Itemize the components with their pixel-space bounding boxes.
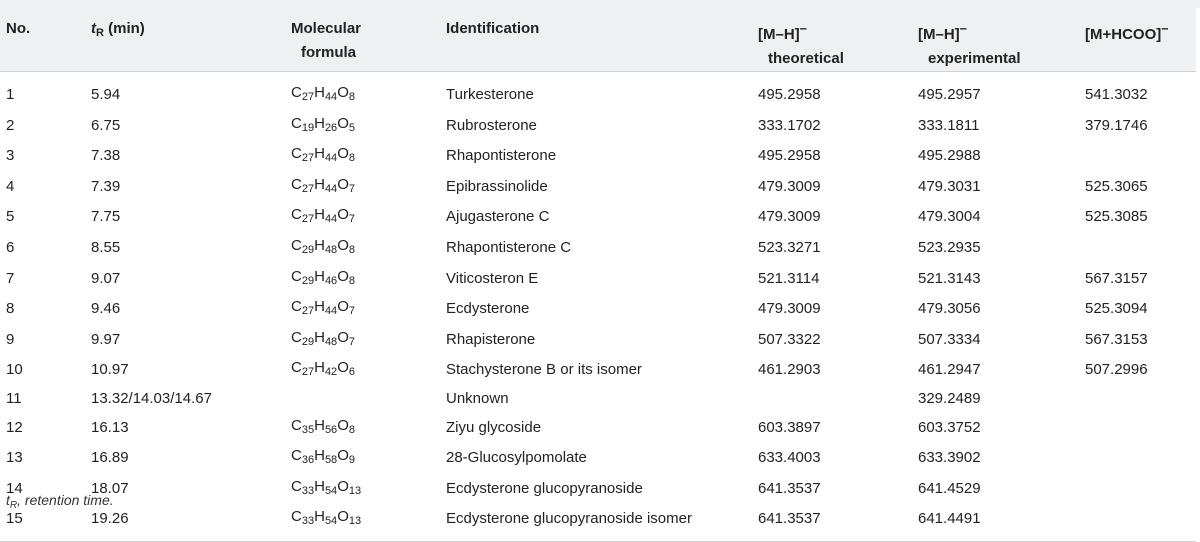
cell-experimental: 479.3056 xyxy=(918,300,981,318)
formula-element: O xyxy=(337,236,349,254)
cell-no: 13 xyxy=(6,449,23,467)
formula-element: C xyxy=(291,477,302,495)
cell-theoretical: 479.3009 xyxy=(758,300,821,318)
cell-formula xyxy=(285,325,440,356)
cell-formate-adduct: 507.2996 xyxy=(1085,361,1148,379)
formula-element: C xyxy=(291,206,302,224)
formula-count: 27 xyxy=(301,91,315,103)
cell-identification: Ecdysterone glucopyranoside xyxy=(446,479,643,497)
table-row xyxy=(0,443,1196,474)
table-row xyxy=(0,474,1196,505)
formula-count: 44 xyxy=(324,152,338,165)
formula-element: H xyxy=(314,236,325,254)
cell-no: 6 xyxy=(6,238,15,256)
cell-formula xyxy=(285,172,440,203)
cell-formula xyxy=(285,264,440,295)
cell-no: 14 xyxy=(6,479,23,497)
header-row xyxy=(0,8,1196,72)
cell-experimental: 329.2489 xyxy=(918,389,981,407)
cell-retention-time: 5.94 xyxy=(91,86,121,103)
cell-formate-adduct xyxy=(1079,443,1196,474)
cell-retention-time: 7.39 xyxy=(91,177,121,195)
formula-element: H xyxy=(314,328,325,346)
formula-element: O xyxy=(337,508,349,526)
cell-retention-time: 9.46 xyxy=(91,300,121,318)
formula-count: 7 xyxy=(348,182,355,195)
formula-element: C xyxy=(291,145,302,163)
cell-theoretical: 633.4003 xyxy=(758,449,821,467)
formula-element: O xyxy=(337,114,349,132)
header-identification: Identification xyxy=(440,8,752,72)
cell-retention-time: 16.13 xyxy=(91,418,129,436)
formula-element: O xyxy=(337,298,349,316)
header-retention-time: $t_R$ (min) xyxy=(85,8,285,72)
cell-experimental: 603.3752 xyxy=(918,418,981,436)
formula-element: O xyxy=(337,175,349,193)
cell-experimental: 641.4529 xyxy=(918,479,981,497)
header-theoretical: [M–H]− theoretical xyxy=(752,8,912,72)
formula-count: 6 xyxy=(348,366,355,379)
formula-element: H xyxy=(314,175,325,193)
formula-count: 48 xyxy=(324,243,338,256)
cell-formula xyxy=(285,72,440,111)
cell-experimental: 479.3031 xyxy=(918,177,981,195)
formula-element: C xyxy=(291,236,302,254)
cell-retention-time: 10.97 xyxy=(91,361,129,379)
formula-element: C xyxy=(291,175,302,193)
cell-theoretical xyxy=(752,386,912,413)
formula-element: H xyxy=(314,477,325,495)
table-row xyxy=(0,72,1196,111)
data-table xyxy=(0,8,1196,542)
formula-element: H xyxy=(314,359,325,377)
formula-count: 44 xyxy=(324,305,338,318)
formula-count: 8 xyxy=(348,274,355,287)
formula-element: H xyxy=(314,447,325,465)
cell-retention-time: 16.89 xyxy=(91,449,129,467)
table-row xyxy=(0,504,1196,541)
formula-count: 9 xyxy=(348,454,355,467)
formula-count: 33 xyxy=(301,484,315,497)
cell-formula xyxy=(285,386,440,413)
cell-retention-time: 7.75 xyxy=(91,208,121,226)
cell-no: 3 xyxy=(6,147,15,165)
formula-element: O xyxy=(337,359,349,377)
cell-identification: Rhapisterone xyxy=(446,330,536,348)
formula-element: H xyxy=(314,84,325,101)
formula-count: 5 xyxy=(348,121,355,134)
cell-formula xyxy=(285,474,440,505)
formula-count: 44 xyxy=(324,182,338,195)
formula-count: 36 xyxy=(301,454,315,467)
cell-experimental: 333.1811 xyxy=(918,116,980,134)
formula-count: 7 xyxy=(348,335,355,348)
cell-identification: Ecdysterone xyxy=(446,300,530,318)
formula-count: 44 xyxy=(324,91,338,103)
formula-element: O xyxy=(337,84,349,101)
formula-count: 42 xyxy=(324,366,338,379)
table-row xyxy=(0,233,1196,264)
formula-element: H xyxy=(314,298,325,316)
formula-element: H xyxy=(314,416,325,434)
formula-element: H xyxy=(314,206,325,224)
table-row xyxy=(0,413,1196,444)
cell-no: 1 xyxy=(6,86,15,103)
formula-element: C xyxy=(291,84,302,101)
cell-experimental: 523.2935 xyxy=(918,238,981,256)
formula-element: H xyxy=(314,114,325,132)
cell-no: 5 xyxy=(6,208,15,226)
cell-identification: Stachysterone B or its isomer xyxy=(446,361,642,379)
cell-formate-adduct: 541.3032 xyxy=(1085,86,1148,103)
formula-count: 8 xyxy=(348,152,355,165)
formula-element: O xyxy=(337,145,349,163)
cell-experimental: 641.4491 xyxy=(918,510,981,528)
cell-experimental: 461.2947 xyxy=(918,361,981,379)
formula-element: C xyxy=(291,328,302,346)
table-row xyxy=(0,294,1196,325)
formula-element: O xyxy=(337,267,349,285)
cell-no: 10 xyxy=(6,361,23,379)
cell-no: 12 xyxy=(6,418,23,436)
cell-formate-adduct: 567.3157 xyxy=(1085,269,1148,287)
cell-formate-adduct: 525.3065 xyxy=(1085,177,1148,195)
cell-identification: Rhapontisterone xyxy=(446,147,557,165)
header-formate-adduct: [M+HCOO]− xyxy=(1079,8,1196,72)
formula-element: C xyxy=(291,508,302,526)
cell-formate-adduct: 525.3094 xyxy=(1085,300,1148,318)
cell-identification: Rhapontisterone C xyxy=(446,238,572,256)
table-row xyxy=(0,325,1196,356)
formula-count: 7 xyxy=(348,213,355,226)
formula-count: 29 xyxy=(301,335,315,348)
cell-formula xyxy=(285,355,440,386)
header-experimental: [M–H]− experimental xyxy=(912,8,1079,72)
formula-element: O xyxy=(337,416,349,434)
cell-experimental: 479.3004 xyxy=(918,208,981,226)
cell-theoretical: 461.2903 xyxy=(758,361,821,379)
cell-identification: Ecdysterone glucopyranoside isomer xyxy=(446,510,692,528)
cell-retention-time: 18.07 xyxy=(91,479,129,497)
cell-theoretical: 479.3009 xyxy=(758,177,821,195)
cell-no: 9 xyxy=(6,330,15,348)
cell-formate-adduct: 379.1746 xyxy=(1085,116,1148,134)
cell-identification: Unknown xyxy=(446,389,509,407)
formula-count: 27 xyxy=(301,213,315,226)
table-row xyxy=(0,141,1196,172)
formula-count: 58 xyxy=(324,454,338,467)
formula-count: 46 xyxy=(324,274,338,287)
table-body xyxy=(0,72,1196,542)
formula-count: 56 xyxy=(324,423,338,436)
formula-count: 8 xyxy=(348,243,355,256)
cell-retention-time: 9.07 xyxy=(91,269,121,287)
cell-theoretical: 521.3114 xyxy=(758,269,820,287)
table-row xyxy=(0,111,1196,142)
cell-identification: 28-Glucosylpomolate xyxy=(446,449,587,467)
header-background xyxy=(0,0,1200,8)
table-row xyxy=(0,202,1196,233)
header-molecular-formula: Molecular formula xyxy=(285,8,440,72)
cell-formula xyxy=(285,111,440,142)
cell-retention-time: 8.55 xyxy=(91,238,121,256)
formula-count: 44 xyxy=(324,213,338,226)
formula-element: C xyxy=(291,298,302,316)
table-row xyxy=(0,386,1196,413)
cell-theoretical: 495.2958 xyxy=(758,147,821,165)
cell-identification: Ziyu glycoside xyxy=(446,418,542,436)
formula-count: 8 xyxy=(348,423,355,436)
cell-no: 15 xyxy=(6,510,23,528)
cell-formula xyxy=(285,504,440,541)
cell-theoretical: 333.1702 xyxy=(758,116,821,134)
cell-formate-adduct xyxy=(1079,413,1196,444)
cell-experimental: 507.3334 xyxy=(918,330,981,348)
formula-count: 35 xyxy=(301,423,315,436)
cell-experimental: 633.3902 xyxy=(918,449,981,467)
formula-element: O xyxy=(337,328,349,346)
formula-element: O xyxy=(337,477,349,495)
table-row xyxy=(0,264,1196,295)
formula-count: 29 xyxy=(301,274,315,287)
cell-no: 8 xyxy=(6,300,15,318)
cell-identification: Turkesterone xyxy=(446,86,534,103)
formula-count: 27 xyxy=(301,182,315,195)
formula-element: C xyxy=(291,114,302,132)
cell-experimental: 521.3143 xyxy=(918,269,981,287)
formula-element: C xyxy=(291,447,302,465)
table-row xyxy=(0,355,1196,386)
footnote: $t_R$, retention time. xyxy=(6,492,114,511)
formula-count: 26 xyxy=(324,121,338,134)
formula-count: 29 xyxy=(301,243,315,256)
cell-no: 7 xyxy=(6,269,15,287)
formula-count: 13 xyxy=(348,484,362,497)
cell-formula xyxy=(285,141,440,172)
formula-element: H xyxy=(314,267,325,285)
table-row xyxy=(0,172,1196,203)
cell-no: 2 xyxy=(6,116,15,134)
formula-count: 54 xyxy=(324,484,338,497)
cell-theoretical: 523.3271 xyxy=(758,238,821,256)
cell-formate-adduct: 525.3085 xyxy=(1085,208,1148,226)
cell-experimental: 495.2957 xyxy=(918,86,981,103)
formula-count: 13 xyxy=(348,515,362,528)
cell-theoretical: 603.3897 xyxy=(758,418,821,436)
formula-element: C xyxy=(291,416,302,434)
cell-theoretical: 495.2958 xyxy=(758,86,821,103)
cell-formate-adduct: 567.3153 xyxy=(1085,330,1148,348)
cell-retention-time: 9.97 xyxy=(91,330,121,348)
cell-formula xyxy=(285,233,440,264)
cell-formate-adduct xyxy=(1079,474,1196,505)
cell-experimental: 495.2988 xyxy=(918,147,981,165)
cell-theoretical: 641.3537 xyxy=(758,510,821,528)
formula-count: 27 xyxy=(301,305,315,318)
cell-retention-time: 6.75 xyxy=(91,116,121,134)
cell-identification: Viticosteron E xyxy=(446,269,539,287)
cell-formate-adduct xyxy=(1079,141,1196,172)
formula-count: 8 xyxy=(348,91,355,103)
formula-count: 7 xyxy=(348,305,355,318)
cell-theoretical: 507.3322 xyxy=(758,330,821,348)
cell-retention-time: 13.32/14.03/14.67 xyxy=(91,389,212,407)
cell-formula xyxy=(285,294,440,325)
cell-formula xyxy=(285,202,440,233)
formula-element: H xyxy=(314,145,325,163)
formula-element: O xyxy=(337,206,349,224)
formula-count: 27 xyxy=(301,366,315,379)
cell-formate-adduct xyxy=(1079,504,1196,541)
cell-identification: Rubrosterone xyxy=(446,116,537,134)
cell-retention-time: 19.26 xyxy=(91,510,129,528)
cell-formula xyxy=(285,443,440,474)
cell-no: 11 xyxy=(6,389,22,407)
cell-formate-adduct xyxy=(1079,386,1196,413)
cell-identification: Ajugasterone C xyxy=(446,208,550,226)
formula-count: 19 xyxy=(301,121,315,134)
formula-element: C xyxy=(291,267,302,285)
formula-element: C xyxy=(291,359,302,377)
formula-count: 27 xyxy=(301,152,315,165)
formula-count: 54 xyxy=(324,515,338,528)
formula-count: 33 xyxy=(301,515,315,528)
cell-theoretical: 641.3537 xyxy=(758,479,821,497)
cell-theoretical: 479.3009 xyxy=(758,208,821,226)
cell-formula xyxy=(285,413,440,444)
formula-count: 48 xyxy=(324,335,338,348)
cell-retention-time: 7.38 xyxy=(91,147,121,165)
cell-no: 4 xyxy=(6,177,15,195)
cell-identification: Epibrassinolide xyxy=(446,177,548,195)
formula-element: O xyxy=(337,447,349,465)
cell-formate-adduct xyxy=(1079,233,1196,264)
header-no: No. xyxy=(0,8,85,72)
formula-element: H xyxy=(314,508,325,526)
